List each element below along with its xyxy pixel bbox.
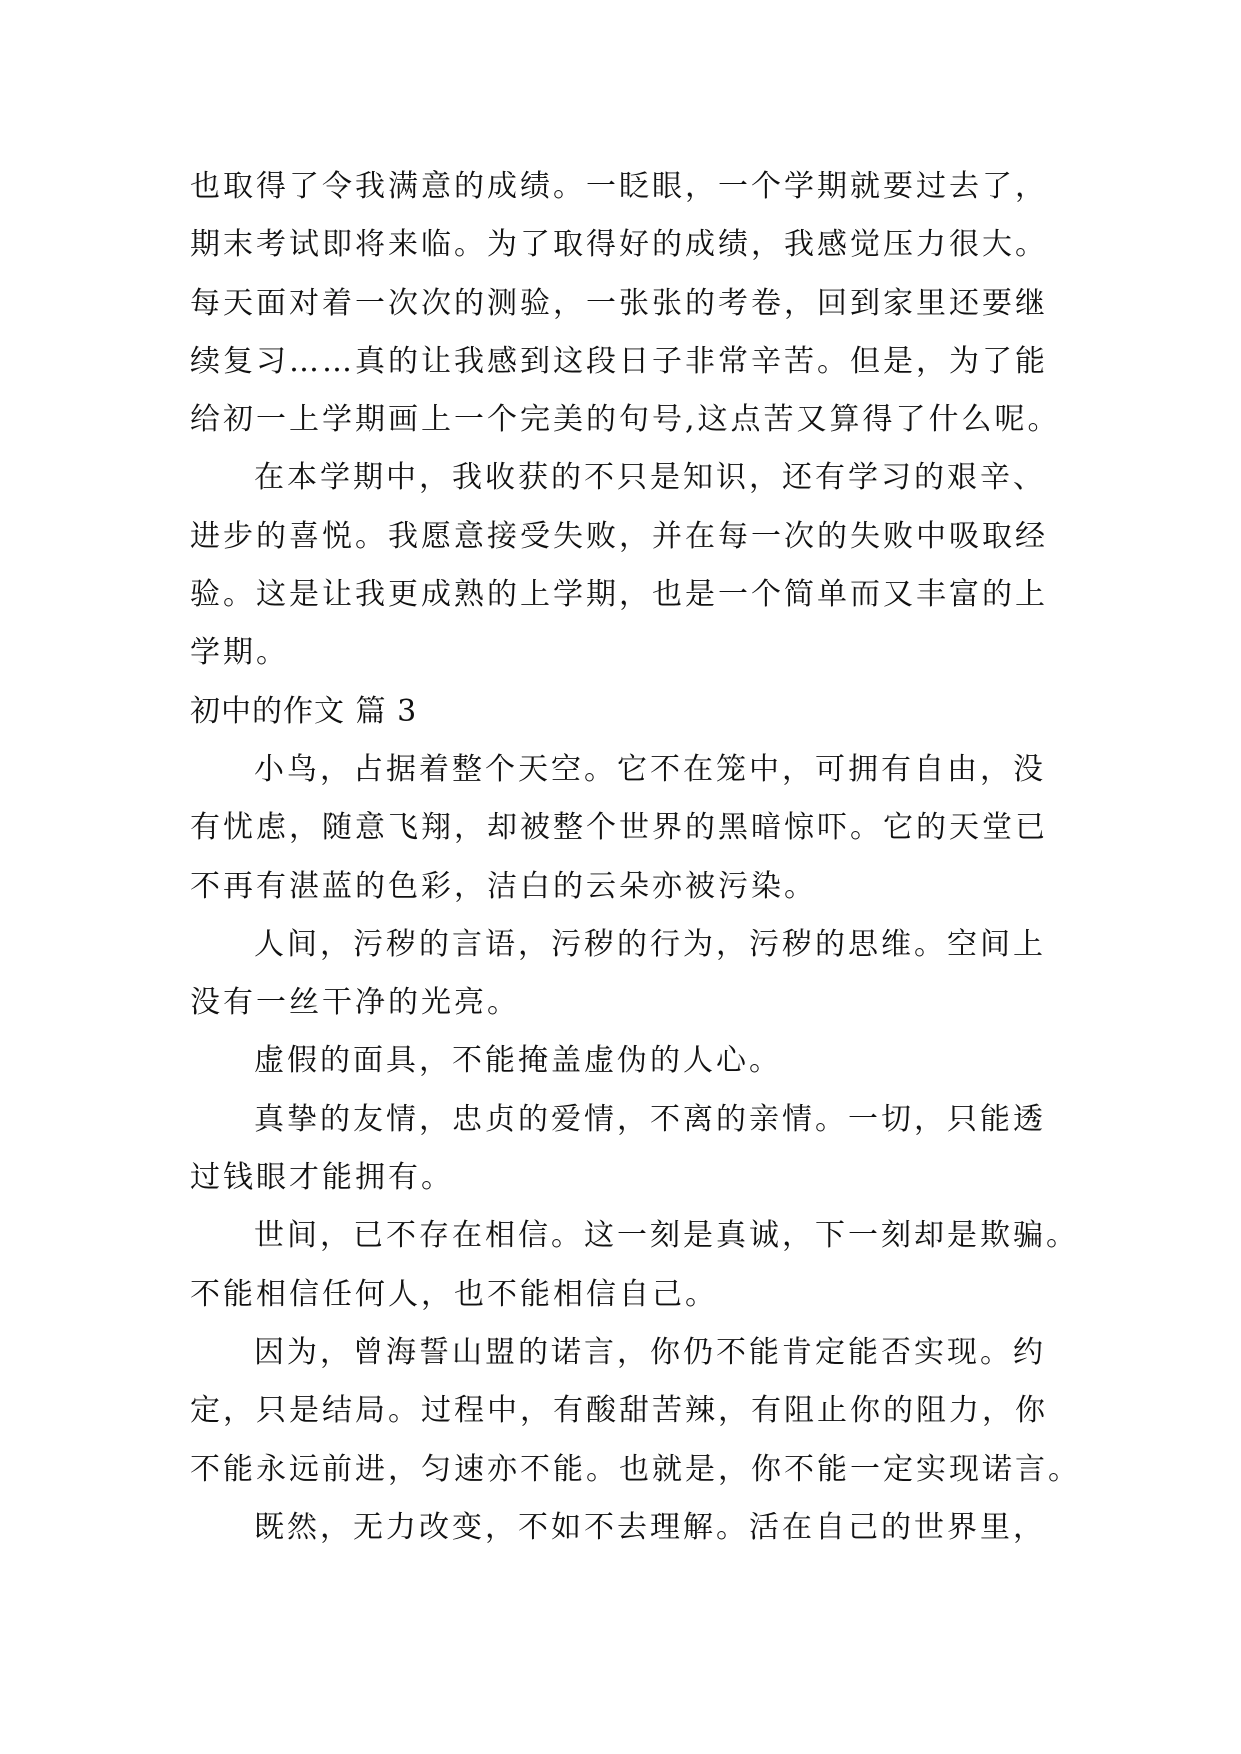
text-line: 续复习……真的让我感到这段日子非常辛苦。但是，为了能 [190, 343, 1048, 379]
text-line: 每天面对着一次次的测验，一张张的考卷，回到家里还要继 [190, 285, 1048, 321]
text-line: 期末考试即将来临。为了取得好的成绩，我感觉压力很大。 [190, 227, 1048, 263]
text-line: 定，只是结局。过程中，有酸甜苦辣，有阻止你的阻力，你 [190, 1393, 1048, 1429]
paragraph-first-line: 人间，污秽的言语，污秽的行为，污秽的思维。空间上 [254, 926, 1046, 962]
text-line: 验。这是让我更成熟的上学期，也是一个简单而又丰富的上 [190, 577, 1048, 613]
essay-body [190, 158, 1081, 1557]
text-line: 不再有湛蓝的色彩，洁白的云朵亦被污染。 [190, 868, 817, 904]
text-line: 进步的喜悦。我愿意接受失败，并在每一次的失败中吸取经 [190, 518, 1048, 554]
text-line: 给初一上学期画上一个完美的句号,这点苦又算得了什么呢。 [190, 402, 1061, 438]
paragraph-first-line: 既然，无力改变，不如不去理解。活在自己的世界里， [254, 1509, 1046, 1545]
paragraph-first-line: 小鸟，占据着整个天空。它不在笼中，可拥有自由，没 [254, 751, 1046, 787]
text-line: 也取得了令我满意的成绩。一眨眼，一个学期就要过去了， [190, 169, 1048, 204]
paragraph-first-line: 因为，曾海誓山盟的诺言，你仍不能肯定能否实现。约 [254, 1334, 1046, 1370]
text-line: 过钱眼才能拥有。 [190, 1160, 454, 1196]
paragraph-first-line: 在本学期中，我收获的不只是知识，还有学习的艰辛、 [254, 460, 1046, 496]
section-heading: 初中的作文 篇 3 [190, 693, 418, 729]
text-line: 不能永远前进，匀速亦不能。也就是，你不能一定实现诺言。 [190, 1451, 1081, 1487]
text-line: 不能相信任何人，也不能相信自己。 [190, 1276, 718, 1312]
paragraph-first-line: 虚假的面具，不能掩盖虚伪的人心。 [254, 1043, 782, 1079]
text-line: 学期。 [190, 635, 289, 671]
paragraph-first-line: 真挚的友情，忠贞的爱情，不离的亲情。一切，只能透 [254, 1101, 1046, 1137]
paragraph-first-line: 世间，已不存在相信。这一刻是真诚，下一刻却是欺骗。 [254, 1218, 1079, 1254]
text-line: 有忧虑，随意飞翔，却被整个世界的黑暗惊吓。它的天堂已 [190, 810, 1048, 846]
text-line: 没有一丝干净的光亮。 [190, 985, 520, 1021]
